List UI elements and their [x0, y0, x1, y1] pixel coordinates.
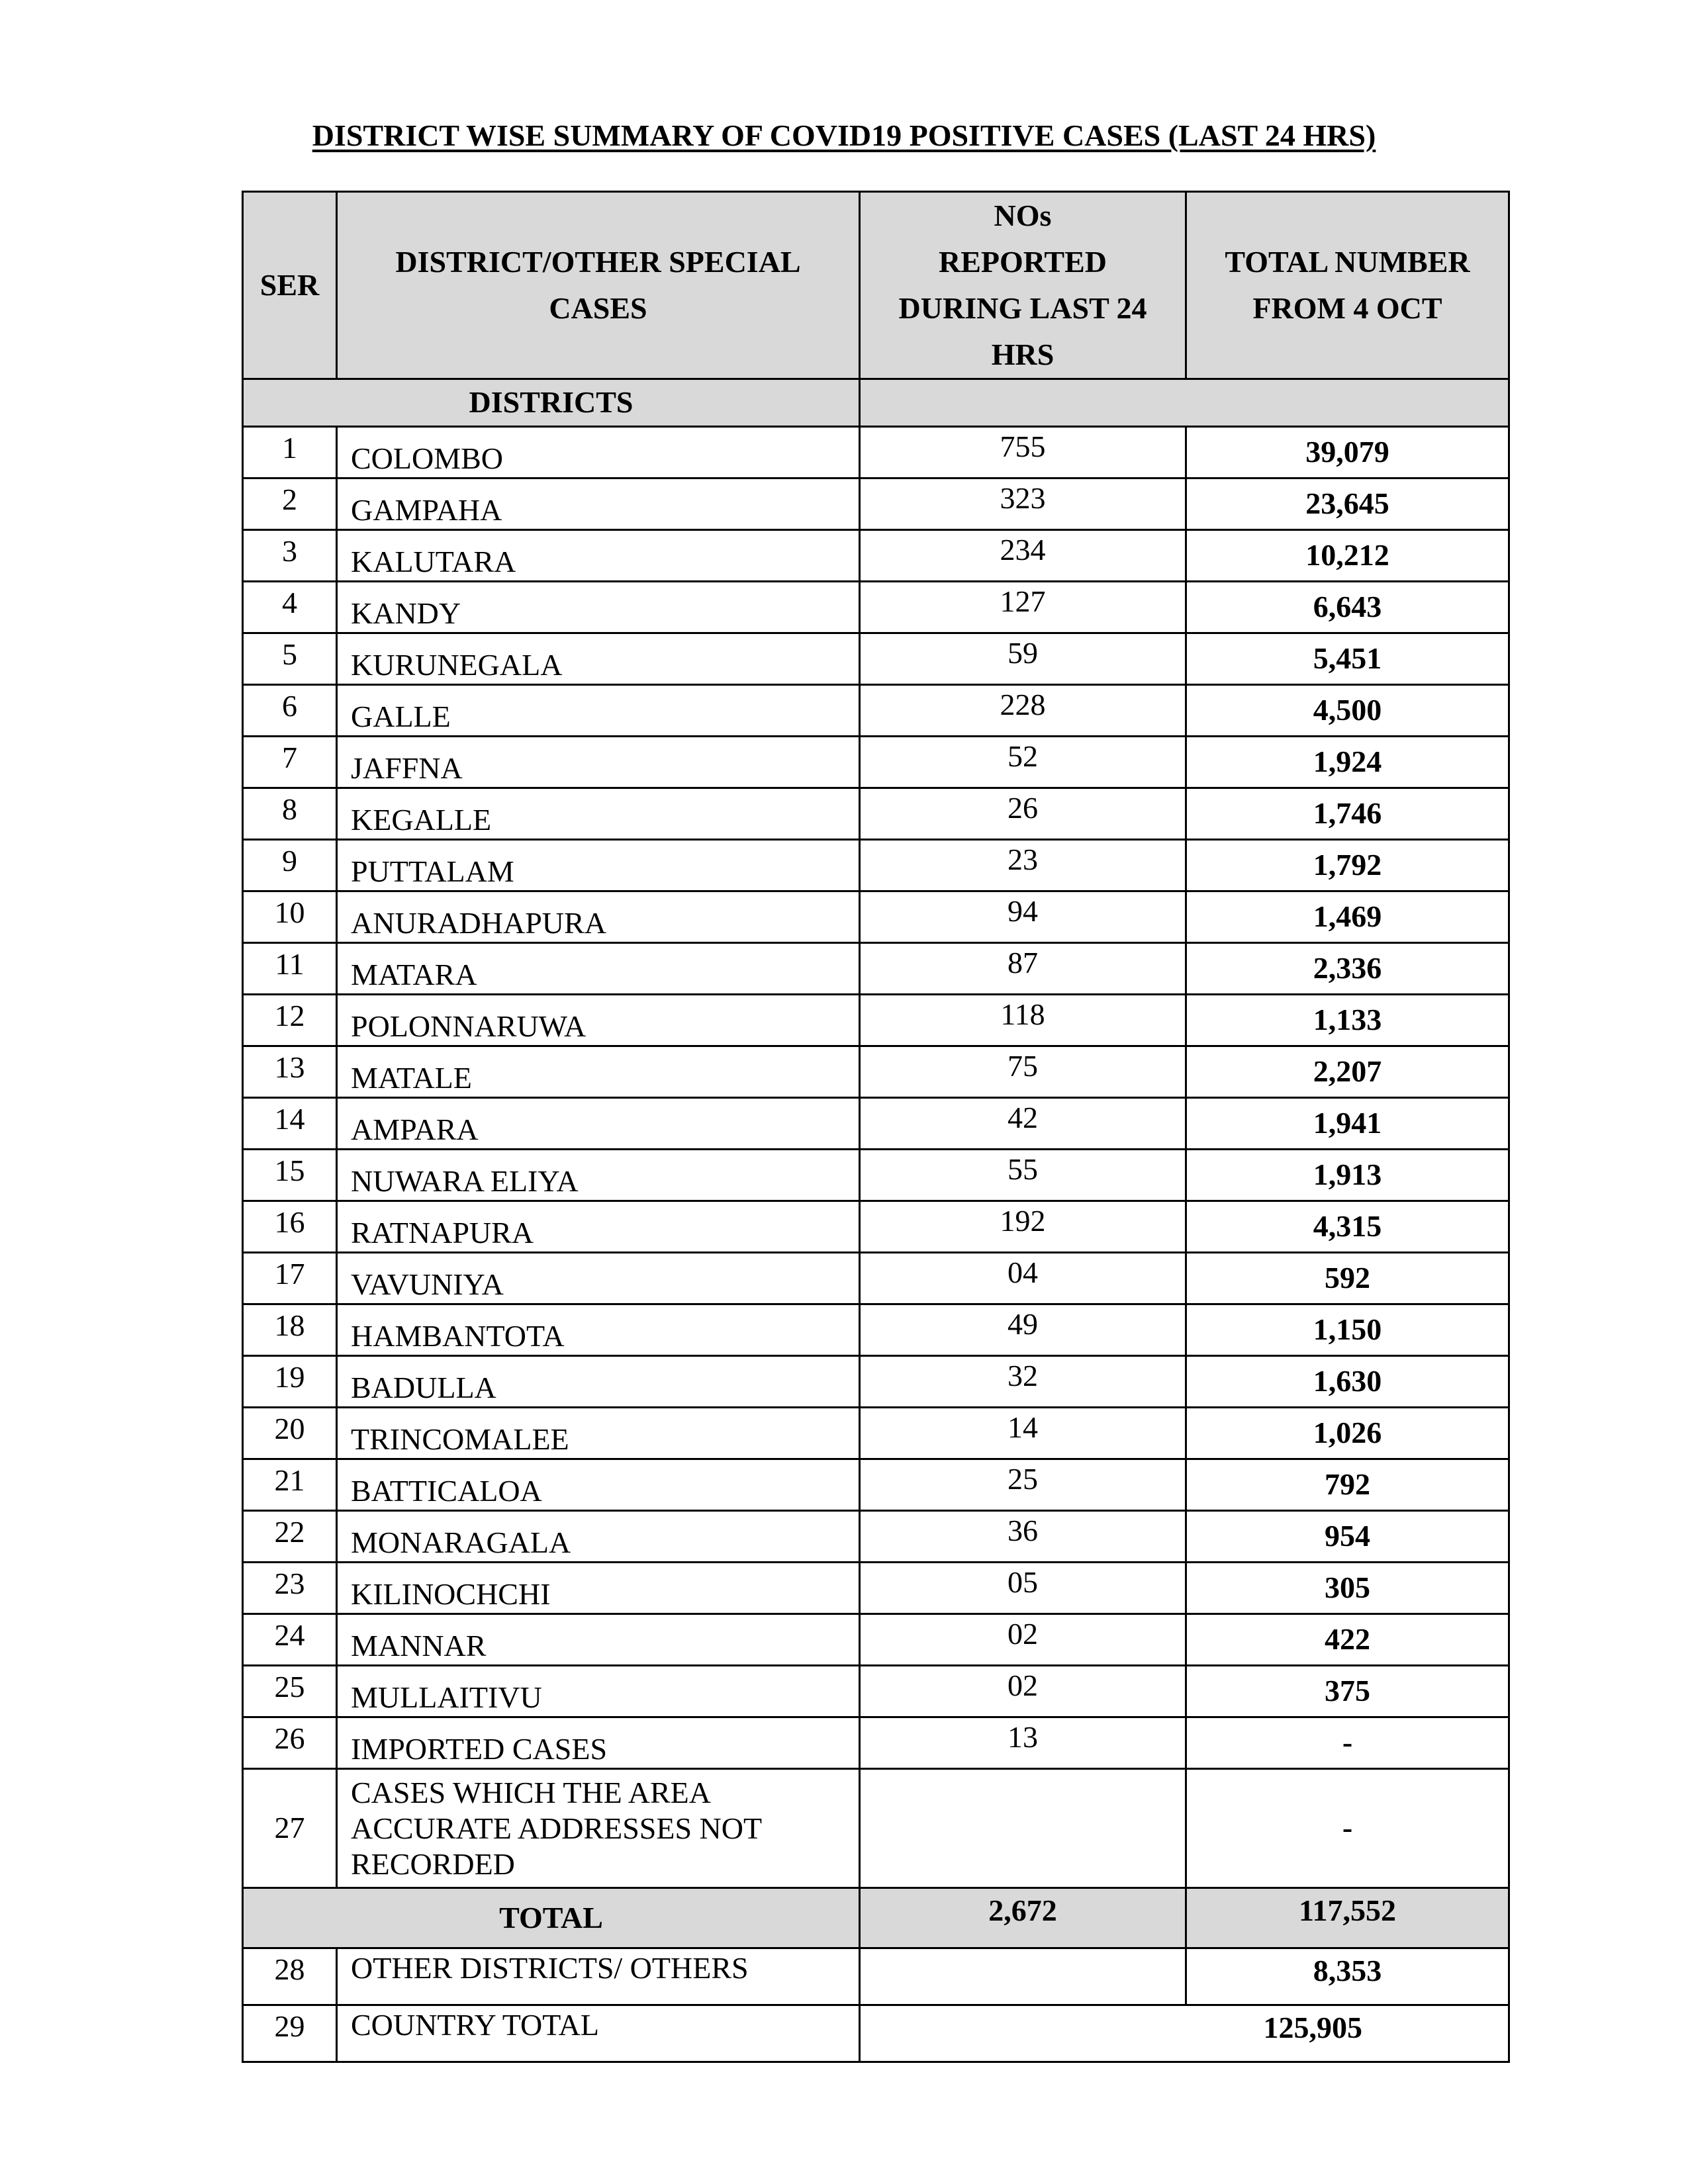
- table-row: [243, 1253, 1509, 1304]
- row-district-name: TRINCOMALEE: [337, 1408, 860, 1459]
- table-row: [243, 891, 1509, 943]
- row-ser: 29: [243, 2005, 337, 2062]
- row-total: 1,026: [1186, 1408, 1509, 1459]
- row-district-name: BATTICALOA: [337, 1459, 860, 1511]
- row-reported: 32: [860, 1356, 1186, 1408]
- row-reported: 02: [860, 1666, 1186, 1717]
- table-row-unrecorded-addresses: [243, 1769, 1509, 1888]
- table-row: [243, 1511, 1509, 1563]
- row-district-name: MANNAR: [337, 1614, 860, 1666]
- table-row: [243, 1304, 1509, 1356]
- row-total: 1,133: [1186, 995, 1509, 1046]
- table-row: [243, 582, 1509, 633]
- row-district-name: BADULLA: [337, 1356, 860, 1408]
- row-district-name: MATALE: [337, 1046, 860, 1098]
- row-district-name: JAFFNA: [337, 737, 860, 788]
- table-row: [243, 1408, 1509, 1459]
- row-reported: [860, 1769, 1186, 1888]
- row-total: 1,941: [1186, 1098, 1509, 1150]
- table-row: [243, 1356, 1509, 1408]
- table-row: [243, 995, 1509, 1046]
- row27-name-line3: RECORDED: [351, 1846, 515, 1881]
- row-total: -: [1186, 1717, 1509, 1769]
- table-row: [243, 1201, 1509, 1253]
- section-blank: [860, 379, 1509, 427]
- table-row: [243, 1614, 1509, 1666]
- row-district-name: POLONNARUWA: [337, 995, 860, 1046]
- row-ser: 3: [243, 530, 337, 582]
- row-district-name: KEGALLE: [337, 788, 860, 840]
- row-reported: 49: [860, 1304, 1186, 1356]
- row-total: 1,150: [1186, 1304, 1509, 1356]
- total-row: [243, 1888, 1509, 1948]
- table-row: [243, 1098, 1509, 1150]
- row-ser: 15: [243, 1150, 337, 1201]
- row-total: 4,500: [1186, 685, 1509, 737]
- row-district-name: KURUNEGALA: [337, 633, 860, 685]
- row-reported: 127: [860, 582, 1186, 633]
- row-reported: 228: [860, 685, 1186, 737]
- row-ser: 19: [243, 1356, 337, 1408]
- table-row: [243, 840, 1509, 891]
- row-district-name: HAMBANTOTA: [337, 1304, 860, 1356]
- row-ser: 24: [243, 1614, 337, 1666]
- row-ser: 8: [243, 788, 337, 840]
- row-reported: 323: [860, 478, 1186, 530]
- row-reported: 05: [860, 1563, 1186, 1614]
- section-row-districts: [243, 379, 1509, 427]
- row-ser: 28: [243, 1948, 337, 2005]
- row-ser: 20: [243, 1408, 337, 1459]
- row-reported: 23: [860, 840, 1186, 891]
- header-reported-line4: HRS: [991, 338, 1055, 371]
- total-cumulative: 117,552: [1186, 1888, 1509, 1948]
- table-row: [243, 788, 1509, 840]
- row-district-name: KANDY: [337, 582, 860, 633]
- row-ser: 10: [243, 891, 337, 943]
- row-district-name: PUTTALAM: [337, 840, 860, 891]
- row-total: 422: [1186, 1614, 1509, 1666]
- row-district-name: RATNAPURA: [337, 1201, 860, 1253]
- page-title: DISTRICT WISE SUMMARY OF COVID19 POSITIVE CASES (LAST 24 HRS): [312, 118, 1376, 152]
- row-total: 592: [1186, 1253, 1509, 1304]
- row-ser: 4: [243, 582, 337, 633]
- row-ser: 27: [243, 1769, 337, 1888]
- covid-summary-table: [242, 191, 1510, 2063]
- table-row: [243, 1046, 1509, 1098]
- header-reported-line1: NOs: [994, 199, 1052, 232]
- row-total: 4,315: [1186, 1201, 1509, 1253]
- row-total: 10,212: [1186, 530, 1509, 582]
- row-district-name: COLOMBO: [337, 427, 860, 478]
- row-ser: 23: [243, 1563, 337, 1614]
- header-reported-line3: DURING LAST 24: [898, 291, 1147, 325]
- table-row: [243, 633, 1509, 685]
- header-reported-line2: REPORTED: [939, 245, 1107, 279]
- row-district-name: VAVUNIYA: [337, 1253, 860, 1304]
- row-reported: 192: [860, 1201, 1186, 1253]
- row-reported: 87: [860, 943, 1186, 995]
- row-ser: 26: [243, 1717, 337, 1769]
- row-district-name: AMPARA: [337, 1098, 860, 1150]
- row-total: 2,336: [1186, 943, 1509, 995]
- row-district-name: OTHER DISTRICTS/ OTHERS: [337, 1948, 860, 2005]
- row-ser: 2: [243, 478, 337, 530]
- table-row-country-total: [243, 2005, 1509, 2062]
- row-district-name: GAMPAHA: [337, 478, 860, 530]
- row-total: 23,645: [1186, 478, 1509, 530]
- table-row: [243, 1150, 1509, 1201]
- row-district-name: MONARAGALA: [337, 1511, 860, 1563]
- row-total: 8,353: [1186, 1948, 1509, 2005]
- table-row: [243, 1666, 1509, 1717]
- row-reported: 36: [860, 1511, 1186, 1563]
- row-ser: 9: [243, 840, 337, 891]
- row-district-name: ANURADHAPURA: [337, 891, 860, 943]
- row-total: 954: [1186, 1511, 1509, 1563]
- row-reported: [860, 1948, 1186, 2005]
- row-ser: 17: [243, 1253, 337, 1304]
- row-reported: 55: [860, 1150, 1186, 1201]
- header-district-line2: CASES: [549, 291, 647, 325]
- row-district-name: KILINOCHCHI: [337, 1563, 860, 1614]
- row-total: 792: [1186, 1459, 1509, 1511]
- table-row: [243, 1563, 1509, 1614]
- row-ser: 5: [243, 633, 337, 685]
- table-row: [243, 478, 1509, 530]
- total-label: TOTAL: [243, 1888, 860, 1948]
- row-reported: 13: [860, 1717, 1186, 1769]
- row-ser: 13: [243, 1046, 337, 1098]
- row-total: 5,451: [1186, 633, 1509, 685]
- header-district-line1: DISTRICT/OTHER SPECIAL: [395, 245, 801, 279]
- row-reported: 59: [860, 633, 1186, 685]
- total-reported: 2,672: [860, 1888, 1186, 1948]
- row-total: 39,079: [1186, 427, 1509, 478]
- row-ser: 7: [243, 737, 337, 788]
- row-total: 2,207: [1186, 1046, 1509, 1098]
- header-total-line1: TOTAL NUMBER: [1225, 245, 1470, 279]
- table-row: [243, 737, 1509, 788]
- row-reported: 04: [860, 1253, 1186, 1304]
- row-total: 1,469: [1186, 891, 1509, 943]
- header-district: [337, 192, 860, 379]
- table-row: [243, 1459, 1509, 1511]
- row-total: 375: [1186, 1666, 1509, 1717]
- row-reported: 26: [860, 788, 1186, 840]
- row-reported: 75: [860, 1046, 1186, 1098]
- header-total: [1186, 192, 1509, 379]
- row-total: 6,643: [1186, 582, 1509, 633]
- header-total-line2: FROM 4 OCT: [1252, 291, 1442, 325]
- row-reported: 755: [860, 427, 1186, 478]
- section-label: DISTRICTS: [243, 379, 860, 427]
- table-row: [243, 685, 1509, 737]
- row-district-name: KALUTARA: [337, 530, 860, 582]
- row-district-name: NUWARA ELIYA: [337, 1150, 860, 1201]
- row-reported: 14: [860, 1408, 1186, 1459]
- table-row: [243, 530, 1509, 582]
- table-row: [243, 427, 1509, 478]
- row-ser: 22: [243, 1511, 337, 1563]
- table-row-other-districts: [243, 1948, 1509, 2005]
- row-reported: 234: [860, 530, 1186, 582]
- row-ser: 18: [243, 1304, 337, 1356]
- row-ser: 11: [243, 943, 337, 995]
- row27-name-line2: ACCURATE ADDRESSES NOT: [351, 1811, 763, 1845]
- row-total: 1,924: [1186, 737, 1509, 788]
- row-reported: 94: [860, 891, 1186, 943]
- row-district-name: MULLAITIVU: [337, 1666, 860, 1717]
- row-ser: 14: [243, 1098, 337, 1150]
- row-total: 1,792: [1186, 840, 1509, 891]
- country-total-value: 125,905: [860, 2005, 1509, 2062]
- row27-name-line1: CASES WHICH THE AREA: [351, 1775, 711, 1809]
- row-total: 1,913: [1186, 1150, 1509, 1201]
- table-row: [243, 1717, 1509, 1769]
- row-ser: 6: [243, 685, 337, 737]
- row-total: -: [1186, 1769, 1509, 1888]
- header-reported: [860, 192, 1186, 379]
- table-header-row: [243, 192, 1509, 379]
- row-ser: 12: [243, 995, 337, 1046]
- row-district-name: GALLE: [337, 685, 860, 737]
- table-row: [243, 943, 1509, 995]
- row-district-name: [337, 1769, 860, 1888]
- row-reported: 42: [860, 1098, 1186, 1150]
- row-ser: 1: [243, 427, 337, 478]
- row-ser: 16: [243, 1201, 337, 1253]
- row-total: 1,630: [1186, 1356, 1509, 1408]
- row-district-name: COUNTRY TOTAL: [337, 2005, 860, 2062]
- row-total: 1,746: [1186, 788, 1509, 840]
- row-district-name: IMPORTED CASES: [337, 1717, 860, 1769]
- row-reported: 52: [860, 737, 1186, 788]
- row-ser: 21: [243, 1459, 337, 1511]
- row-ser: 25: [243, 1666, 337, 1717]
- row-reported: 25: [860, 1459, 1186, 1511]
- row-total: 305: [1186, 1563, 1509, 1614]
- row-reported: 02: [860, 1614, 1186, 1666]
- row-reported: 118: [860, 995, 1186, 1046]
- row-district-name: MATARA: [337, 943, 860, 995]
- header-ser: SER: [243, 192, 337, 379]
